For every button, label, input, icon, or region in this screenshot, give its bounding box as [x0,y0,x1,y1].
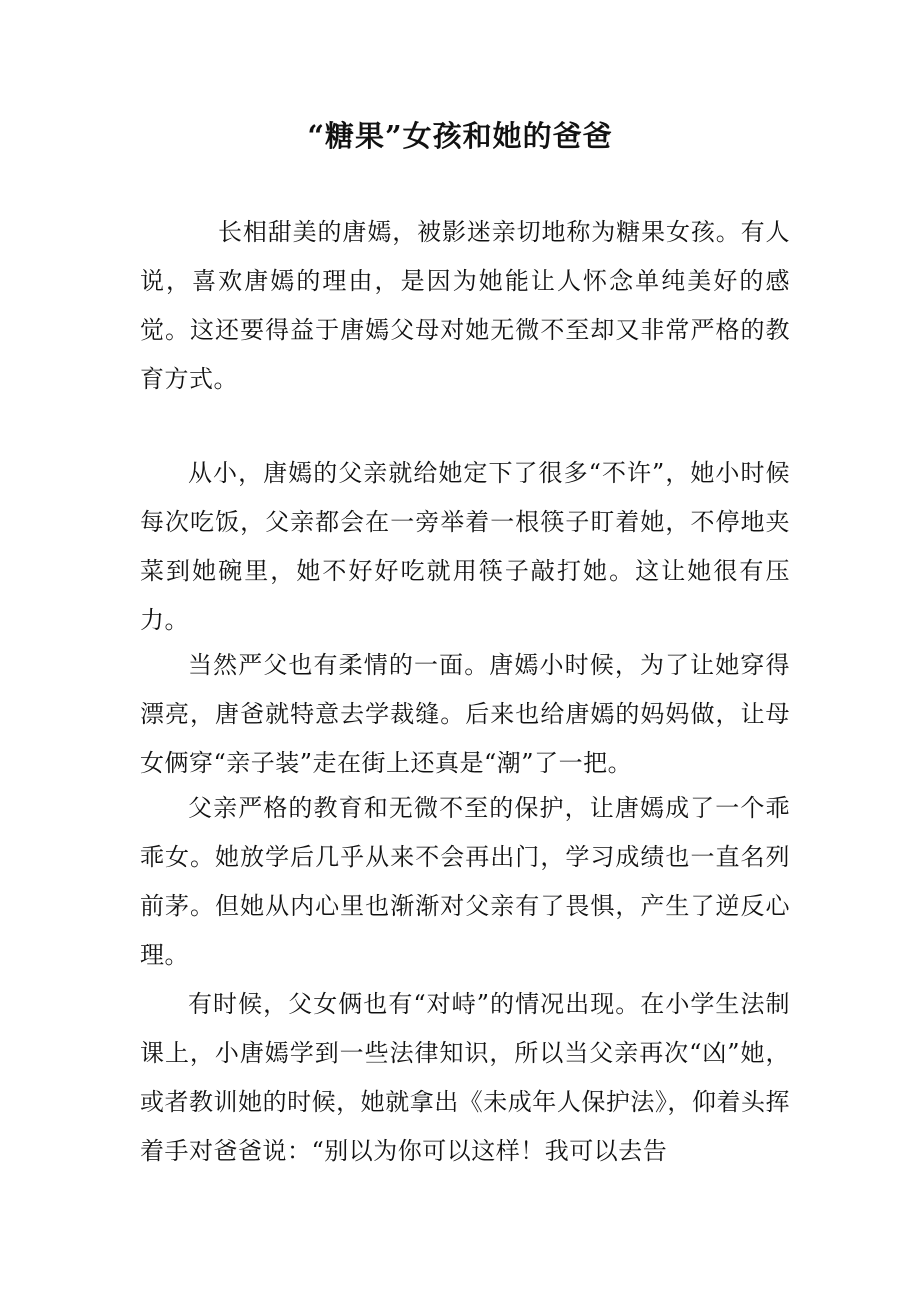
paragraph-4: 父亲严格的教育和无微不至的保护，让唐嫣成了一个乖乖女。她放学后几乎从来不会再出门，学习成绩也一直名列前茅。但她从内心里也渐渐对父亲有了畏惧，产生了逆反心理。 [140,794,790,969]
paragraph-1: 长相甜美的唐嫣，被影迷亲切地称为糖果女孩。有人说，喜欢唐嫣的理由，是因为她能让人怀念单纯美好的感觉。这还要得益于唐嫣父母对她无微不至却又非常严格的教育方式。 [140,218,790,393]
paragraph-5: 有时候，父女俩也有“对峙”的情况出现。在小学生法制课上，小唐嫣学到一些法律知识，所以当父亲再次“凶”她，或者教训她的时候，她就拿出《未成年人保护法》，仰着头挥着手对爸爸说：“别以为你可以这样！我可以去告 [140,990,790,1165]
paragraph-3: 当然严父也有柔情的一面。唐嫣小时候，为了让她穿得漂亮，唐爸就特意去学裁缝。后来也给唐嫣的妈妈做，让母女俩穿“亲子装”走在街上还真是“潮”了一把。 [140,651,790,777]
paragraph-2: 从小，唐嫣的父亲就给她定下了很多“不许”，她小时候每次吃饭，父亲都会在一旁举着一根筷子盯着她，不停地夹菜到她碗里，她不好好吃就用筷子敲打她。这让她很有压力。 [140,459,790,634]
document-title: “糖果”女孩和她的爸爸 [307,119,613,153]
